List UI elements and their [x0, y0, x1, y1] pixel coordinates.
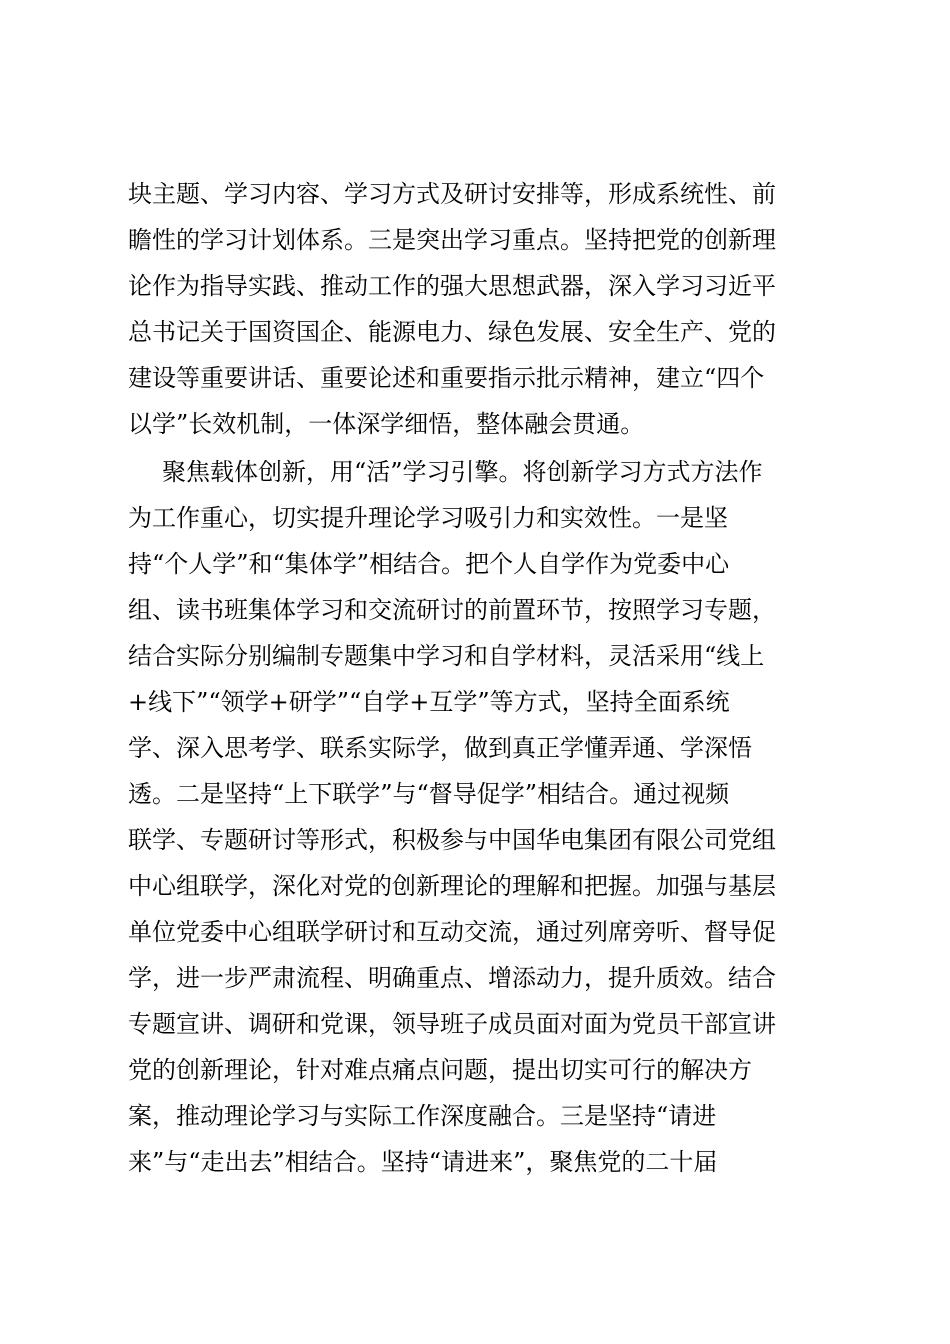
text-line: 案，推动理论学习与实际工作深度融合。三是坚持“请进 [128, 1102, 717, 1130]
text-line: 论作为指导实践、推动工作的强大思想武器，深入学习习近平 [128, 272, 776, 300]
text-line: 总书记关于国资国企、能源电力、绿色发展、安全生产、党的 [128, 318, 776, 346]
text-line: 党的创新理论，针对难点痛点问题，提出切实可行的解决方 [128, 1056, 752, 1084]
text-line: 组、读书班集体学习和交流研讨的前置环节，按照学习专题， [128, 596, 776, 624]
text-line: 单位党委中心组联学研讨和互动交流，通过列席旁听、督导促 [128, 918, 776, 946]
text-line: 块主题、学习内容、学习方式及研讨安排等，形成系统性、前 [128, 180, 776, 208]
text-line: 联学、专题研讨等形式，积极参与中国华电集团有限公司党组 [128, 826, 776, 854]
text-line: 持“个人学”和“集体学”相结合。把个人自学作为党委中心 [128, 550, 730, 578]
text-line: 中心组联学，深化对党的创新理论的理解和把握。加强与基层 [128, 872, 776, 900]
text-line: 专题宣讲、调研和党课，领导班子成员面对面为党员干部宣讲 [128, 1010, 776, 1038]
text-line: 学，进一步严肃流程、明确重点、增添动力，提升质效。结合 [128, 964, 776, 992]
text-line: 建设等重要讲话、重要论述和重要指示批示精神，建立“四个 [128, 364, 765, 392]
text-line: 以学”长效机制，一体深学细悟，整体融会贯通。 [128, 410, 645, 438]
text-line: 结合实际分别编制专题集中学习和自学材料，灵活采用“线上 [128, 642, 765, 670]
paragraph-first-line: 聚焦载体创新，用“活”学习引擎。将创新学习方式方法作 [162, 458, 763, 486]
text-line: 为工作重心，切实提升理论学习吸引力和实效性。一是坚 [128, 504, 728, 532]
text-line: 瞻性的学习计划体系。三是突出学习重点。坚持把党的创新理 [128, 226, 776, 254]
text-line: +线下”“领学+研学”“自学+互学”等方式，坚持全面系统 [128, 688, 730, 716]
text-line: 透。二是坚持“上下联学”与“督导促学”相结合。通过视频 [128, 780, 730, 808]
text-line: 学、深入思考学、联系实际学，做到真正学懂弄通、学深悟 [128, 734, 752, 762]
text-line: 来”与“走出去”相结合。坚持“请进来”，聚焦党的二十届 [128, 1148, 718, 1176]
